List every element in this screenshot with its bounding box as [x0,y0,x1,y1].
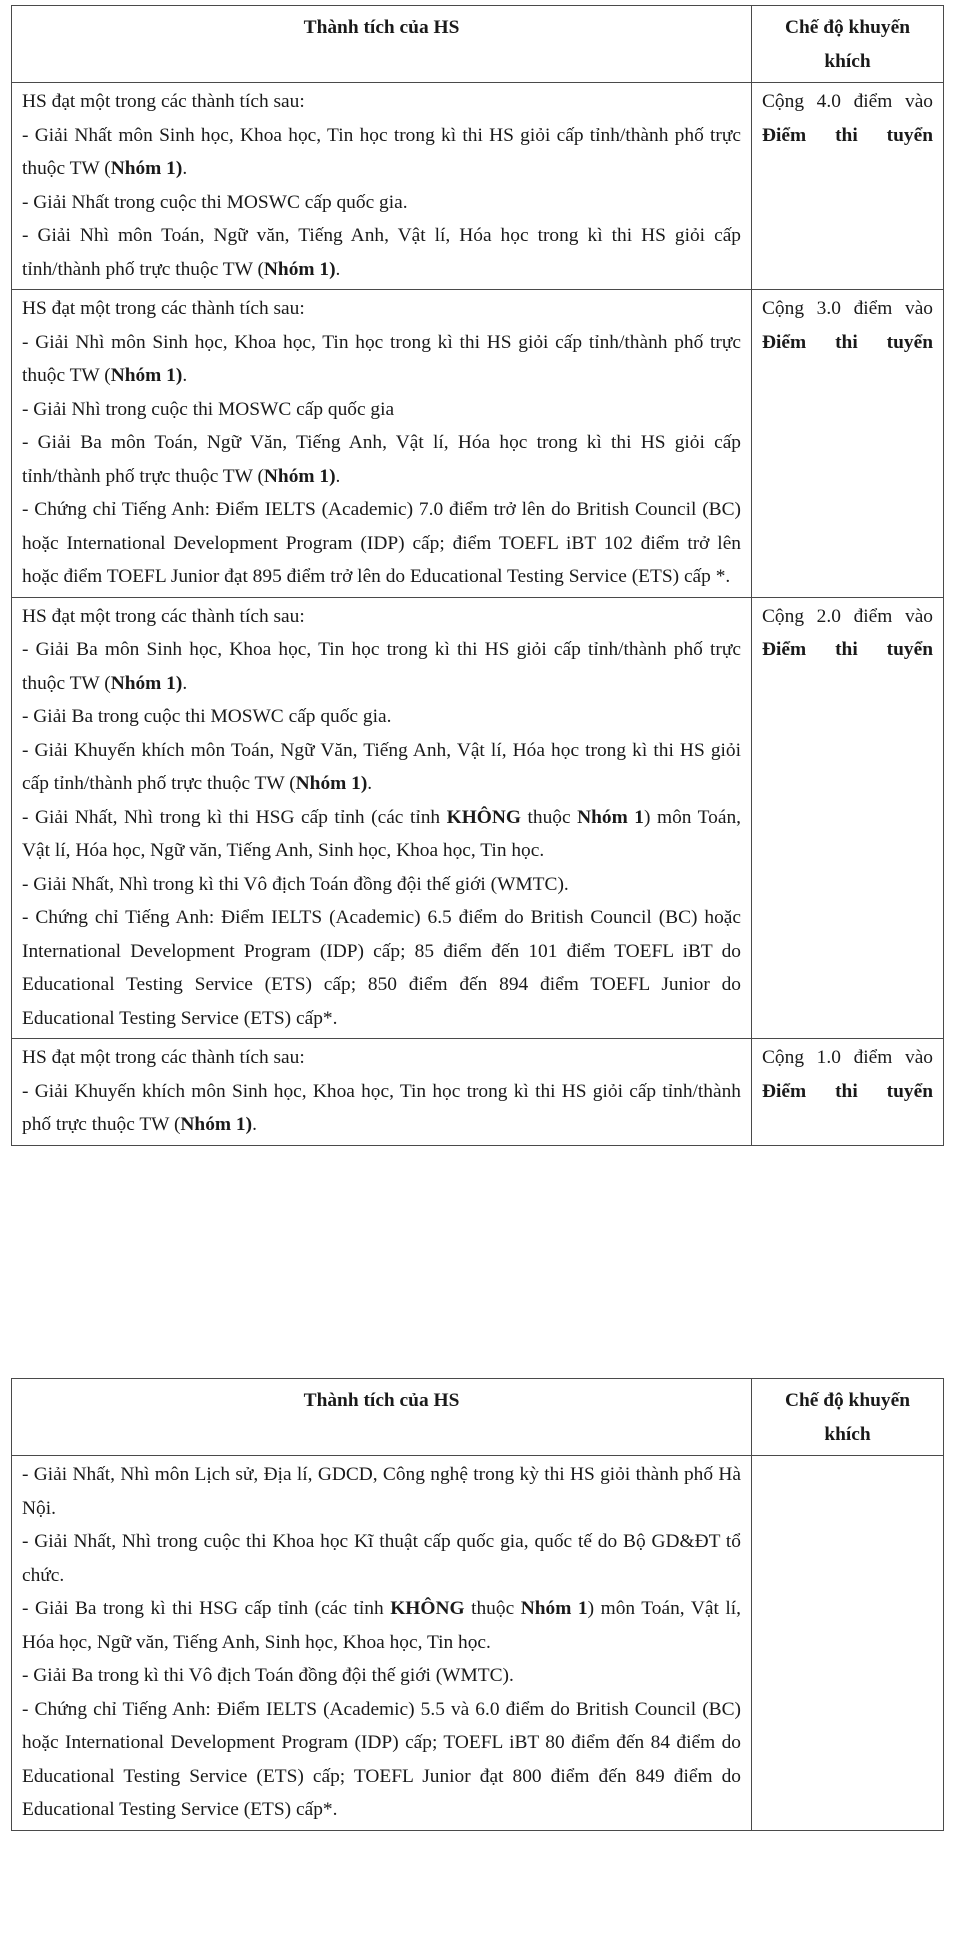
item-text: - Giải Ba trong kì thi HSG cấp tỉnh (các tỉnh [22,1598,391,1619]
item-text: - Giải Nhì môn Toán, Ngữ văn, Tiếng Anh, Vật lí, Hóa học trong kì thi HS giỏi cấp tỉnh/thành phố trực thuộc TW ( [22,225,741,280]
list-item [22,1592,741,1659]
item-bold-text: Nhóm 1 [577,806,645,828]
list-item [22,1525,741,1592]
table-row [12,290,944,598]
reward-text [762,600,933,667]
reward-text [762,292,933,359]
row-intro: HS đạt một trong các thành tích sau: [22,298,305,319]
table-body [12,1456,944,1831]
reward-prefix: Cộng 4.0 điểm vào [762,91,933,112]
reward-target: Điểm thi tuyển [762,639,933,660]
item-bold-text: Nhóm 1) [110,158,183,179]
table-header-row [12,6,944,83]
item-tail-text: . [182,158,188,179]
table-row [12,1456,944,1831]
list-item [22,426,741,493]
item-text: - Giải Nhì môn Sinh học, Khoa học, Tin học trong kì thi HS giỏi cấp tỉnh/thành phố trực thuộc TW ( [22,331,741,386]
list-item [22,1693,741,1827]
list-item [22,1075,741,1142]
item-bold-text: Nhóm 1) [110,672,183,694]
reward-target: Điểm thi tuyển [762,331,933,353]
list-item [22,393,741,427]
table-row [12,1039,944,1146]
item-text: - Giải Nhì trong cuộc thi MOSWC cấp quốc gia [22,398,395,420]
list-item [22,1659,741,1693]
item-tail-text: . [335,465,341,487]
item-tail-text: ) môn Toán, Vật lí, Hóa học, Ngữ văn, Tiếng Anh, Sinh học, Khoa học, Tin học. [22,1598,742,1653]
achievement-cell [12,1456,752,1831]
list-item [22,326,741,393]
item-tail-text: . [182,365,188,386]
item-text: - Giải Khuyến khích môn Sinh học, Khoa học, Tin học trong kì thi HS giỏi cấp tỉnh/thành phố trực thuộc TW ( [22,1080,741,1135]
item-bold-text: Nhóm 1) [295,773,368,794]
reward-target: Điểm thi tuyển [762,1080,933,1102]
reward-cell [752,290,944,598]
item-text: - Giải Ba trong cuộc thi MOSWC cấp quốc gia. [22,706,392,727]
item-tail-text: ) môn Toán, Vật lí, Hóa học, Ngữ văn, Tiếng Anh, Sinh học, Khoa học, Tin học. [22,806,741,861]
header-reward: Chế độ khuyến khích [752,1379,944,1456]
achievement-cell [12,1039,752,1146]
item-tail-text: thuộc [464,1598,521,1619]
list-item [22,901,741,1035]
list-item [22,119,741,186]
item-text: - Giải Nhất, Nhì trong kì thi Vô địch Toán đồng đội thế giới (WMTC). [22,873,569,895]
item-bold-text: KHÔNG [390,1598,465,1619]
item-text: - Giải Ba môn Sinh học, Khoa học, Tin học trong kì thi HS giỏi cấp tỉnh/thành phố trực thuộc TW ( [22,639,741,694]
achievement-reward-table-2 [11,1378,944,1831]
item-tail-text: . [335,258,341,280]
item-bold-text: Nhóm 1) [263,258,336,280]
achievement-reward-table-1 [11,5,944,1146]
item-text: - Giải Nhất môn Sinh học, Khoa học, Tin học trong kì thi HS giỏi cấp tỉnh/thành phố trực thuộc TW ( [22,124,741,179]
reward-text [762,85,933,152]
item-text: - Chứng chỉ Tiếng Anh: Điểm IELTS (Academic) 7.0 điểm trở lên do British Council (BC) hoặc International Development Program (IDP) cấp; điểm TOEFL iBT 102 điểm trở lên hoặc điểm TOEFL Junior đạt 895 điểm trở lên do Educational Testing Service (ETS) cấp *. [22,499,741,587]
item-bold-text: Nhóm 1) [263,465,336,487]
row-intro: HS đạt một trong các thành tích sau: [22,91,305,112]
item-text: - Giải Khuyến khích môn Toán, Ngữ Văn, Tiếng Anh, Vật lí, Hóa học trong kì thi HS giỏi cấp tỉnh/thành phố trực thuộc TW ( [22,739,741,794]
table-header-row [12,1379,944,1456]
item-text: - Giải Nhất, Nhì trong cuộc thi Khoa học Kĩ thuật cấp quốc gia, quốc tế do Bộ GD&ĐT tổ chức. [22,1531,741,1586]
item-bold-text: Nhóm 1) [180,1114,253,1135]
reward-prefix: Cộng 1.0 điểm vào [762,1047,933,1068]
row-intro: HS đạt một trong các thành tích sau: [22,1047,305,1068]
row-intro: HS đạt một trong các thành tích sau: [22,605,305,627]
item-text: - Chứng chỉ Tiếng Anh: Điểm IELTS (Academic) 5.5 và 6.0 điểm do British Council (BC) hoặc International Development Program (IDP) cấp; TOEFL iBT 80 điểm đến 84 điểm do Educational Testing Service (ETS) cấp; TOEFL Junior đạt 800 điểm đến 849 điểm do Educational Testing Service (ETS) cấp*. [22,1698,741,1820]
item-text: - Giải Nhất, Nhì môn Lịch sử, Địa lí, GDCD, Công nghệ trong kỳ thi HS giỏi thành phố Hà Nội. [22,1464,741,1519]
table-row [12,597,944,1039]
reward-target: Điểm thi tuyển [762,124,933,146]
achievement-cell [12,597,752,1039]
item-tail-text: thuộc [520,806,578,828]
item-text: - Giải Ba môn Toán, Ngữ Văn, Tiếng Anh, Vật lí, Hóa học trong kì thi HS giỏi cấp tỉnh/thành phố trực thuộc TW ( [22,432,741,487]
reward-cell [752,1039,944,1146]
reward-cell [752,1456,944,1831]
list-item [22,186,741,220]
header-reward: Chế độ khuyến khích [752,6,944,83]
item-bold-text: Nhóm 1) [110,365,183,386]
item-text: - Chứng chỉ Tiếng Anh: Điểm IELTS (Academic) 6.5 điểm do British Council (BC) hoặc International Development Program (IDP) cấp; 85 điểm đến 101 điểm TOEFL iBT do Educational Testing Service (ETS) cấp; 850 điểm đến 894 điểm TOEFL Junior do Educational Testing Service (ETS) cấp*. [22,907,741,1029]
reward-prefix: Cộng 3.0 điểm vào [762,298,933,319]
table-body [12,83,944,1146]
item-tail-text: . [367,773,373,794]
list-item [22,493,741,594]
item-text: - Giải Nhất trong cuộc thi MOSWC cấp quốc gia. [22,191,408,213]
list-item [22,868,741,902]
achievement-cell [12,290,752,598]
item-bold-text: Nhóm 1 [520,1598,588,1619]
reward-cell [752,83,944,290]
list-item [22,1458,741,1525]
header-achievement: Thành tích của HS [12,6,752,83]
header-achievement: Thành tích của HS [12,1379,752,1456]
reward-text [762,1041,933,1108]
list-item [22,734,741,801]
list-item [22,633,741,700]
table-row [12,83,944,290]
item-bold-text: KHÔNG [446,806,521,828]
item-text: - Giải Nhất, Nhì trong kì thi HSG cấp tỉnh (các tỉnh [22,806,447,828]
list-item [22,801,741,868]
item-tail-text: . [252,1114,257,1135]
reward-cell [752,597,944,1039]
achievement-cell [12,83,752,290]
reward-prefix: Cộng 2.0 điểm vào [762,605,933,627]
item-text: - Giải Ba trong kì thi Vô địch Toán đồng đội thế giới (WMTC). [22,1665,514,1686]
list-item [22,219,741,286]
list-item [22,700,741,734]
item-tail-text: . [182,672,188,694]
